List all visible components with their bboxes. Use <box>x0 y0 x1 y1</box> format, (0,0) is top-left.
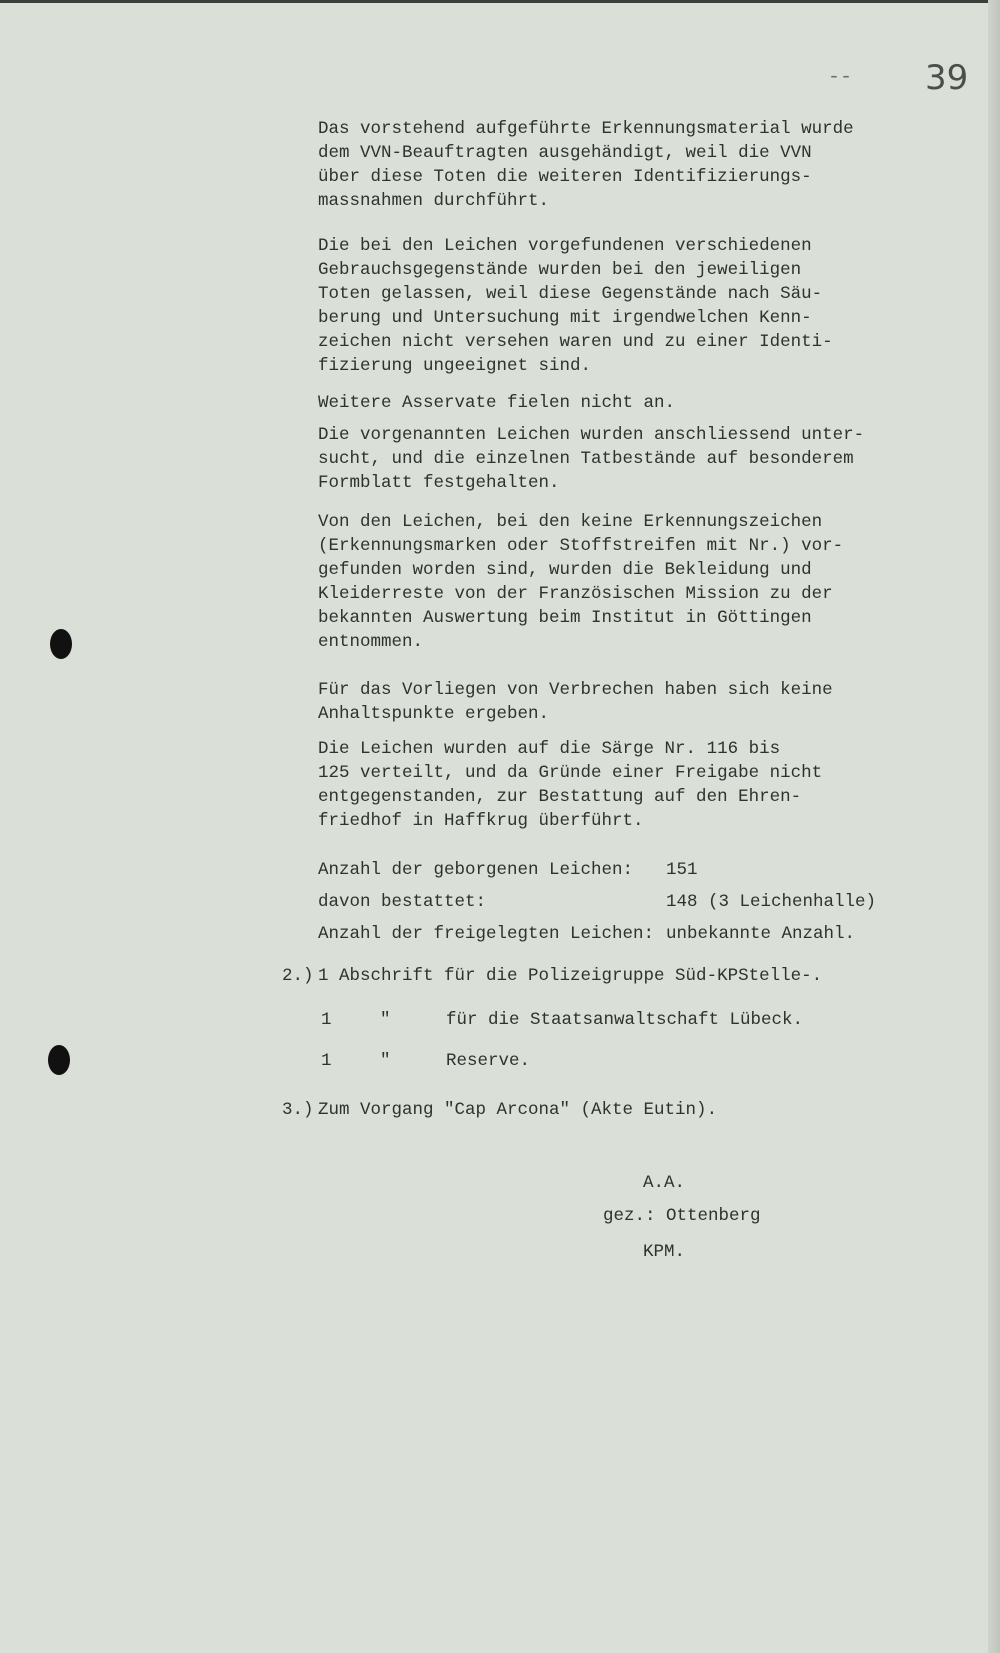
text-line: entgegenstanden, zur Bestattung auf den Ehren- <box>318 787 802 807</box>
text-line: sucht, und die einzelnen Tatbestände auf besonderem <box>318 449 854 469</box>
page-mark: -- <box>828 66 853 89</box>
ditto-mark: " <box>380 1051 391 1071</box>
paragraph-burial <box>318 737 863 833</box>
text-line: friedhof in Haffkrug überführt. <box>318 811 644 831</box>
page-number: 39 <box>925 58 969 98</box>
top-edge <box>0 0 1000 3</box>
item-text: 1 Abschrift für die Polizeigruppe Süd-KPStelle-. <box>318 966 823 986</box>
text-line: über diese Toten die weiteren Identifizierungs- <box>318 167 812 187</box>
text-line: Die Leichen wurden auf die Särge Nr. 116 bis <box>318 739 781 759</box>
ditto-mark: " <box>380 1010 391 1030</box>
copy-quantity: 1 <box>321 1010 332 1030</box>
right-edge <box>988 0 1000 1653</box>
text-line: Weitere Asservate fielen nicht an. <box>318 393 676 413</box>
text-line: Das vorstehend aufgeführte Erkennungsmaterial wurde <box>318 119 854 139</box>
copy-recipient: für die Staatsanwaltschaft Lübeck. <box>446 1010 804 1030</box>
text-line: dem VVN-Beauftragten ausgehändigt, weil die VVN <box>318 143 812 163</box>
text-line: berung und Untersuchung mit irgendwelchen Kenn- <box>318 308 812 328</box>
item-number: 2.) <box>282 966 314 986</box>
paragraph-personal-items <box>318 234 863 378</box>
punch-hole-icon <box>50 629 72 659</box>
stat-label: davon bestattet: <box>318 892 487 912</box>
text-line: gefunden worden sind, wurden die Bekleidung und <box>318 560 812 580</box>
text-line: entnommen. <box>318 632 424 652</box>
copy-recipient: Reserve. <box>446 1051 531 1071</box>
text-line: Anhaltspunkte ergeben. <box>318 704 550 724</box>
stat-value: unbekannte Anzahl. <box>666 924 856 944</box>
text-line: bekannten Auswertung beim Institut in Göttingen <box>318 608 812 628</box>
item-text: Zum Vorgang "Cap Arcona" (Akte Eutin). <box>318 1100 718 1120</box>
text-line: massnahmen durchführt. <box>318 191 550 211</box>
text-line: zeichen nicht versehen waren und zu einer Identi- <box>318 332 833 352</box>
text-line: Toten gelassen, weil diese Gegenstände nach Säu- <box>318 284 823 304</box>
text-line: 125 verteilt, und da Gründe einer Freigabe nicht <box>318 763 823 783</box>
text-line: Gebrauchsgegenstände wurden bei den jeweiligen <box>318 260 802 280</box>
stat-value: 148 (3 Leichenhalle) <box>666 892 877 912</box>
paragraph-identification-material <box>318 117 863 213</box>
signature-rank: KPM. <box>643 1242 686 1262</box>
copy-quantity: 1 <box>321 1051 332 1071</box>
text-line: (Erkennungsmarken oder Stoffstreifen mit Nr.) vor- <box>318 536 844 556</box>
paragraph-no-further-evidence <box>318 391 863 415</box>
stat-value: 151 <box>666 860 698 880</box>
text-line: Die vorgenannten Leichen wurden anschliessend unter- <box>318 425 865 445</box>
text-line: fizierung ungeeignet sind. <box>318 356 592 376</box>
paragraph-no-crimes <box>318 678 863 726</box>
stat-label: Anzahl der geborgenen Leichen: <box>318 860 634 880</box>
paragraph-clothing <box>318 510 863 654</box>
stat-label: Anzahl der freigelegten Leichen: <box>318 924 655 944</box>
text-line: Kleiderreste von der Französischen Mission zu der <box>318 584 833 604</box>
punch-hole-icon <box>48 1045 70 1075</box>
text-line: Für das Vorliegen von Verbrechen haben sich keine <box>318 680 833 700</box>
text-line: Die bei den Leichen vorgefundenen verschiedenen <box>318 236 812 256</box>
item-number: 3.) <box>282 1100 314 1120</box>
paragraph-examination <box>318 423 863 495</box>
signature-aa: A.A. <box>643 1173 686 1193</box>
text-line: Von den Leichen, bei den keine Erkennungszeichen <box>318 512 823 532</box>
signature-name: gez.: Ottenberg <box>603 1206 761 1226</box>
text-line: Formblatt festgehalten. <box>318 473 560 493</box>
